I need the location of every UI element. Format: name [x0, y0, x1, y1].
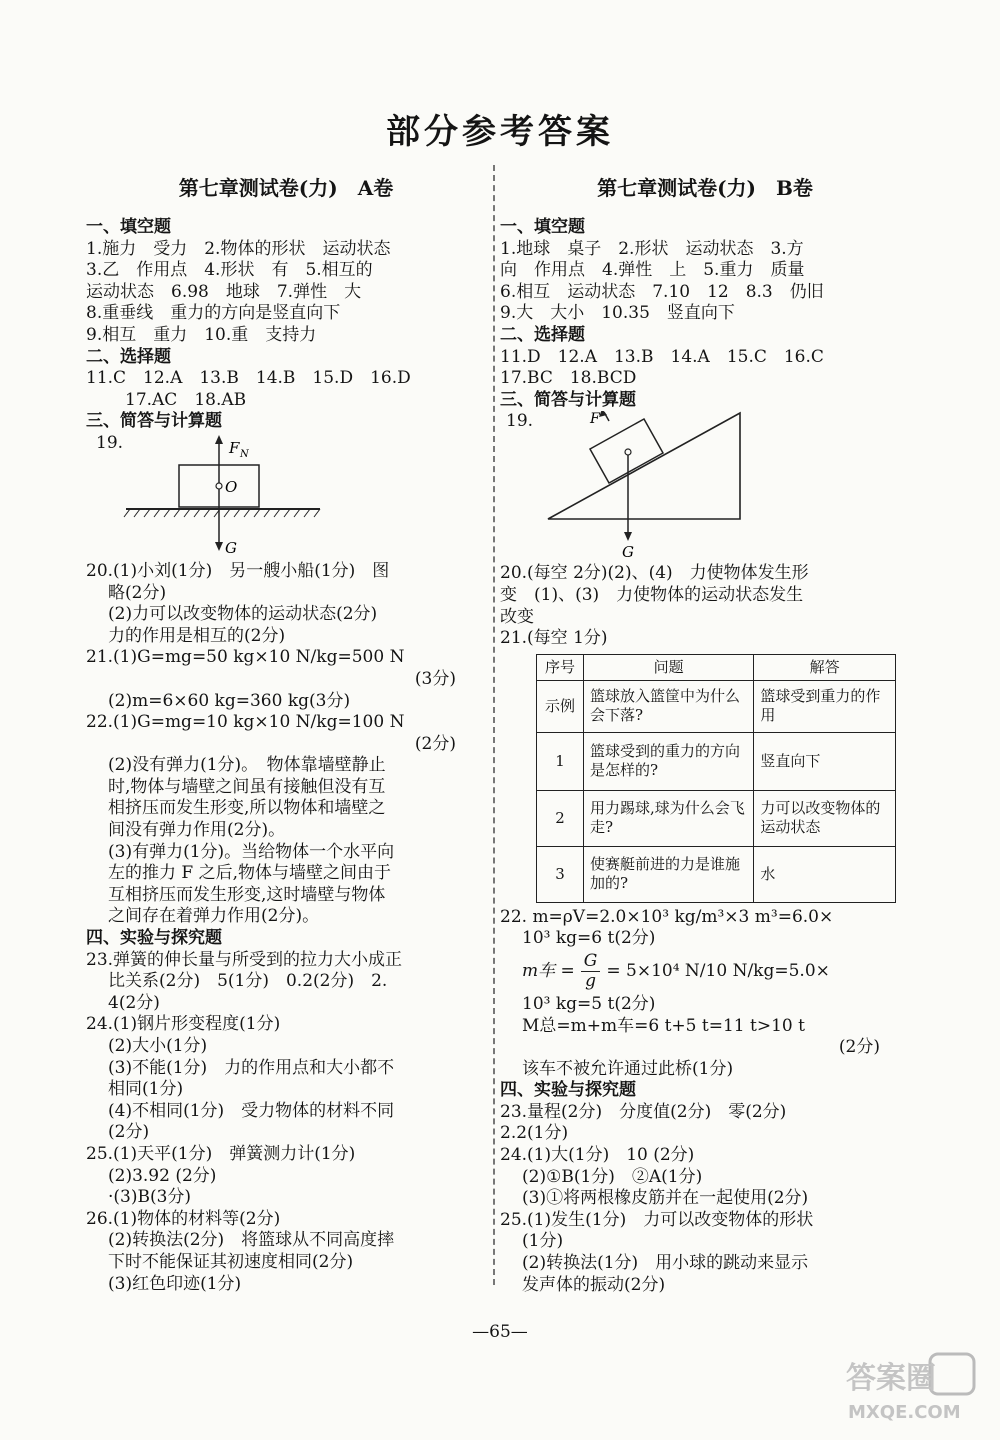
answer-line: 1.施力 受力 2.物体的形状 运动状态: [86, 238, 391, 259]
answer-line: (2)m=6×60 kg=360 kg(3分): [108, 690, 351, 711]
page-title: 部分参考答案: [386, 112, 614, 152]
answer-line: 9.相互 重力 10.重 支持力: [86, 324, 317, 345]
table-cell: 用力踢球,球为什么会飞走?: [584, 790, 754, 846]
answer-line: 25.(1)天平(1分) 弹簧测力计(1分): [86, 1143, 356, 1164]
section-title: 二、选择题: [500, 324, 585, 345]
answer-line: 2.2(1分): [500, 1123, 569, 1144]
center-point: [216, 483, 222, 489]
answer-line: 相同(1分): [108, 1079, 184, 1100]
answer-line: 间没有弹力作用(2分)。: [108, 820, 286, 841]
label-g: G: [225, 538, 237, 557]
answer-line: 10³ kg=5 t(2分): [522, 993, 656, 1014]
answer-line: 23.量程(2分) 分度值(2分) 零(2分): [500, 1101, 787, 1122]
table-cell: 篮球受到重力的作用: [754, 680, 896, 732]
answer-line: (3)不能(1分) 力的作用点和大小都不: [108, 1057, 395, 1078]
answer-line: 时,物体与墙壁之间虽有接触但没有互: [108, 776, 386, 797]
center-point: [625, 449, 631, 455]
question-number: 19.: [96, 432, 124, 453]
section-title: 四、实验与探究题: [500, 1080, 636, 1101]
answer-line: (2分): [108, 1122, 150, 1143]
table-row: [537, 790, 896, 846]
answer-line: 17.AC 18.AB: [108, 389, 247, 410]
label-fn: F: [229, 438, 240, 457]
watermark-logo: [838, 1352, 978, 1424]
answer-line: 6.相互 运动状态 7.10 12 8.3 仍旧: [500, 281, 824, 302]
table-header-row: [537, 654, 896, 680]
section-title: 一、填空题: [86, 217, 171, 237]
ground-hatching: [124, 509, 320, 517]
answer-line: 21.(每空 1分): [500, 628, 608, 649]
answer-line: 运动状态 6.98 地球 7.弹性 大: [86, 281, 362, 302]
score-note: (2分): [414, 733, 456, 754]
label-g: G: [622, 543, 634, 562]
arrow-head-icon: [215, 435, 223, 444]
answer-line: 向 作用点 4.弹性 上 5.重力 质量: [500, 260, 805, 281]
answer-line: (2)3.92 (2分): [108, 1165, 217, 1186]
answer-line: 22. m=ρV=2.0×10³ kg/m³×3 m³=6.0×: [500, 906, 834, 927]
answer-line: 略(2分): [108, 582, 167, 603]
answer-line: 力的作用是相互的(2分): [108, 625, 286, 646]
answer-line: (2)没有弹力(1分)。 物体靠墙壁静止: [108, 755, 386, 776]
answer-line: 23.弹簧的伸长量与所受到的拉力大小成正: [86, 949, 403, 970]
answer-line: (2)转换法(2分) 将篮球从不同高度摔: [108, 1230, 395, 1251]
answer-line: 1.地球 桌子 2.形状 运动状态 3.方: [500, 238, 804, 259]
table-row: [537, 732, 896, 790]
incline-diagram-box: [500, 411, 910, 563]
answer-line: 改变: [500, 606, 534, 627]
label-fn-sub: N: [240, 448, 249, 460]
answer-line: M总=m+m车=6 t+5 t=11 t>10 t: [522, 1015, 805, 1036]
table-cell: 力可以改变物体的运动状态: [754, 790, 896, 846]
arrow-head-icon: [624, 532, 632, 541]
answer-line: (2)转换法(1分) 用小球的跳动来显示: [522, 1253, 809, 1274]
table-cell: 竖直向下: [754, 732, 896, 790]
label-f: F: [590, 411, 600, 428]
answer-line: 左的推力 F 之后,物体与墙壁之间由于: [108, 863, 392, 884]
answer-line: (1分): [522, 1231, 564, 1252]
answer-line: 24.(1)大(1分) 10 (2分): [500, 1145, 695, 1166]
table-cell: 水: [754, 846, 896, 902]
answer-line: (2)大小(1分): [108, 1036, 208, 1056]
table-cell: 3: [537, 846, 584, 902]
answer-line: 相挤压而发生形变,所以物体和墙壁之: [108, 798, 386, 819]
answer-line: 下时不能保证其初速度相同(2分): [108, 1251, 354, 1272]
table-header: 解答: [754, 654, 896, 680]
section-title: 四、实验与探究题: [86, 928, 222, 949]
answer-line: 比关系(2分) 5(1分) 0.2(2分) 2.: [108, 971, 388, 992]
arrow-head-icon: [215, 542, 223, 551]
answer-line: 24.(1)钢片形变程度(1分): [86, 1014, 281, 1035]
watermark-url: MXQE.COM: [848, 1402, 961, 1423]
page-number: —65—: [472, 1322, 528, 1342]
fraction-denominator: g: [585, 971, 597, 992]
table-row: [537, 846, 896, 902]
fraction-numerator: G: [581, 952, 601, 972]
table-header: 序号: [537, 654, 584, 680]
answer-line: ·(3)B(3分): [108, 1187, 192, 1208]
answer-line: (2)力可以改变物体的运动状态(2分): [108, 604, 378, 625]
table-header: 问题: [584, 654, 754, 680]
table-cell: 1: [537, 732, 584, 790]
answer-column-b: [500, 172, 910, 1296]
answer-line: 3.乙 作用点 4.形状 有 5.相互的: [86, 260, 373, 281]
box-force-svg: [122, 433, 362, 561]
answer-line: 20.(1)小刘(1分) 另一艘小船(1分) 图: [86, 560, 390, 581]
section-title: 三、简答与计算题: [86, 411, 222, 432]
table-cell: 使赛艇前进的力是谁施加的?: [584, 846, 754, 902]
answer-line: 21.(1)G=mg=50 kg×10 N/kg=500 N: [86, 647, 405, 668]
answer-line: 22.(1)G=mg=10 kg×10 N/kg=100 N: [86, 712, 405, 733]
answer-line: 11.C 12.A 13.B 14.B 15.D 16.D: [86, 368, 411, 389]
answer-line: 10³ kg=6 t(2分): [522, 928, 656, 949]
answer-column-a: [86, 172, 486, 1295]
table-cell: 篮球放入篮筐中为什么会下落?: [584, 680, 754, 732]
fraction-lhs: m车 =: [522, 961, 575, 982]
watermark-text: 答案圈: [846, 1361, 936, 1396]
incline-force-svg: [540, 411, 770, 563]
label-o: O: [225, 477, 238, 496]
answer-line: 9.大 大小 10.35 竖直向下: [500, 303, 735, 324]
section-title: 一、填空题: [500, 217, 585, 237]
answer-line: 发声体的振动(2分): [522, 1274, 666, 1295]
table-row: [537, 680, 896, 732]
section-heading-a: 第七章测试卷(力) A卷: [178, 176, 394, 200]
answer-line: 25.(1)发生(1分) 力可以改变物体的形状: [500, 1209, 814, 1230]
table-cell: 2: [537, 790, 584, 846]
answer-table: [536, 654, 896, 903]
incline-shape: [548, 413, 740, 519]
score-note: (2分): [838, 1037, 880, 1058]
answer-line: 26.(1)物体的材料等(2分): [86, 1208, 281, 1229]
answer-line: 20.(每空 2分)(2)、(4) 力使物体发生形: [500, 563, 809, 584]
score-note: (3分): [414, 668, 456, 689]
answer-line: 该车不被允许通过此桥(1分): [522, 1058, 734, 1079]
answer-line: 17.BC 18.BCD: [500, 368, 637, 389]
section-title: 二、选择题: [86, 346, 171, 367]
column-divider: [493, 165, 495, 1285]
answer-line: (4)不相同(1分) 受力物体的材料不同: [108, 1100, 395, 1121]
answer-line: 变 (1)、(3) 力使物体的运动状态发生: [500, 584, 804, 605]
table-cell: 篮球受到的重力的方向是怎样的?: [584, 732, 754, 790]
force-diagram-box: [86, 433, 486, 561]
section-heading-b: 第七章测试卷(力) B卷: [597, 176, 813, 200]
table-cell: 示例: [537, 680, 584, 732]
fraction: [581, 952, 601, 991]
answer-line: 4(2分): [108, 992, 160, 1013]
answer-line: (3)①将两根橡皮筋并在一起使用(2分): [522, 1188, 809, 1209]
answer-line: 之间存在着弹力作用(2分)。: [108, 906, 320, 927]
fraction-line: [500, 950, 910, 994]
answer-line: (3)红色印迹(1分): [108, 1273, 242, 1294]
answer-line: (2)①B(1分) ②A(1分): [522, 1166, 703, 1187]
section-title: 三、简答与计算题: [500, 389, 636, 410]
answer-line: = 5×10⁴ N/10 N/kg=5.0×: [606, 961, 830, 982]
answer-line: 8.重垂线 重力的方向是竖直向下: [86, 303, 341, 324]
logo-frame: [930, 1354, 974, 1394]
answer-line: 互相挤压而发生形变,这时墙壁与物体: [108, 884, 386, 905]
question-number: 19.: [506, 411, 534, 432]
answer-line: (3)有弹力(1分)。当给物体一个水平向: [108, 841, 395, 862]
answer-line: 11.D 12.A 13.B 14.A 15.C 16.C: [500, 346, 824, 367]
